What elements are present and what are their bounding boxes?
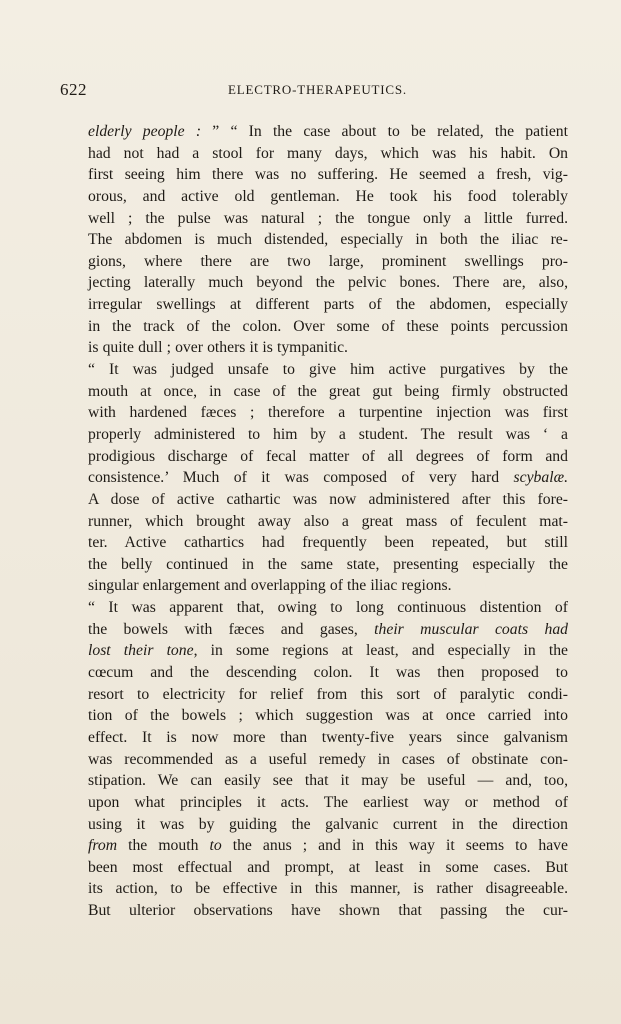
text-segment: the belly continued in the same state, presenting especially the [88,555,568,573]
text-segment: , in some regions at least, and especially in the [193,642,569,660]
text-line [88,337,568,359]
text-segment: was recommended as a useful remedy in cases of obstinate con- [88,750,568,768]
text-line [88,164,568,186]
text-segment: properly administered to him by a student. The result was ‘ a [88,425,568,443]
text-line [88,446,568,468]
text-segment: prodigious discharge of fecal matter of all degrees of form and [88,447,568,465]
text-segment: “ It was judged unsafe to give him active purgatives by the [88,361,568,379]
text-line [88,900,568,922]
text-segment: first seeing him there was no suffering. He seemed a fresh, vig- [88,166,568,184]
text-line [88,684,568,706]
text-line [88,749,568,771]
text-line [88,597,568,619]
text-segment: in the track of the colon. Over some of these points percussion [88,317,568,335]
text-segment: its action, to be effective in this manner, is rather disagreeable. [88,880,568,898]
text-line [88,294,568,316]
text-segment: effect. It is now more than twenty-five years since galvanism [88,728,568,746]
page-header-title: ELECTRO-THERAPEUTICS. [228,82,407,97]
text-line [88,121,568,143]
italic-text: lost their tone [88,642,194,660]
text-line [88,640,568,662]
text-segment: consistence.’ Much of it was composed of very hard [88,469,514,487]
text-segment: well ; the pulse was natural ; the tongue only a little furred. [88,209,568,227]
text-segment: is quite dull ; over others it is tympanitic. [88,339,348,357]
text-line [88,272,568,294]
italic-text: their muscular coats had [374,620,569,638]
text-line [88,381,568,403]
text-segment: using it was by guiding the galvanic current in the direction [88,815,568,833]
text-segment: ” “ In the case about to be related, the patient [201,123,568,140]
text-line [88,857,568,879]
text-line [88,229,568,251]
text-line [88,489,568,511]
text-segment: runner, which brought away also a great mass of feculent mat- [88,512,568,530]
text-line [88,424,568,446]
text-line [88,532,568,554]
text-line [88,511,568,533]
text-segment: been most effectual and prompt, at least in some cases. But [88,858,568,876]
text-segment: orous, and active old gentleman. He took his food tolerably [88,187,568,205]
text-segment: resort to electricity for relief from this sort of paralytic condi- [88,685,568,703]
text-segment: tion of the bowels ; which suggestion was at once carried into [88,707,568,725]
text-line [88,878,568,900]
italic-text: from [88,837,118,855]
text-segment: gions, where there are two large, prominent swellings pro- [88,252,568,270]
text-segment: A dose of active cathartic was now administered after this fore- [88,490,568,508]
italic-text: scybalæ. [513,469,568,487]
text-segment: irregular swellings at different parts of the abdomen, especially [88,296,568,314]
text-line [88,814,568,836]
text-segment: the anus ; and in this way it seems to have [221,837,568,855]
body-text [88,121,568,922]
text-segment: cœcum and the descending colon. It was then proposed to [88,664,568,682]
text-line [88,467,568,489]
text-segment: “ It was apparent that, owing to long continuous distention of [88,599,568,617]
text-segment: mouth at once, in case of the great gut being firmly obstructed [88,382,568,400]
italic-text: to [209,837,222,855]
text-segment: The abdomen is much distended, especially in both the iliac re- [88,231,568,249]
text-segment: stipation. We can easily see that it may be useful — and, too, [88,772,568,790]
text-line [88,402,568,424]
text-line [88,792,568,814]
text-line [88,575,568,597]
text-segment: had not had a stool for many days, which was his habit. On [88,144,568,162]
text-segment: singular enlargement and overlapping of the iliac regions. [88,577,452,595]
text-line [88,251,568,273]
text-segment: the bowels with fæces and gases, [88,620,375,638]
text-line [88,143,568,165]
text-line [88,705,568,727]
text-segment: But ulterior observations have shown that passing the cur- [88,902,568,920]
running-head [60,80,560,100]
text-line [88,662,568,684]
text-segment: the mouth [117,837,210,855]
text-line [88,835,568,857]
text-line [88,770,568,792]
italic-text: elderly people : [88,123,202,140]
text-line [88,619,568,641]
text-line [88,727,568,749]
text-line [88,208,568,230]
page-number: 622 [60,80,87,99]
text-line [88,554,568,576]
text-segment: with hardened fæces ; therefore a turpentine injection was first [88,404,568,422]
text-segment: jecting laterally much beyond the pelvic bones. There are, also, [88,274,568,292]
text-line [88,316,568,338]
text-line [88,186,568,208]
text-segment: ter. Active cathartics had frequently been repeated, but still [88,534,568,552]
text-segment: upon what principles it acts. The earliest way or method of [88,793,568,811]
text-line [88,359,568,381]
